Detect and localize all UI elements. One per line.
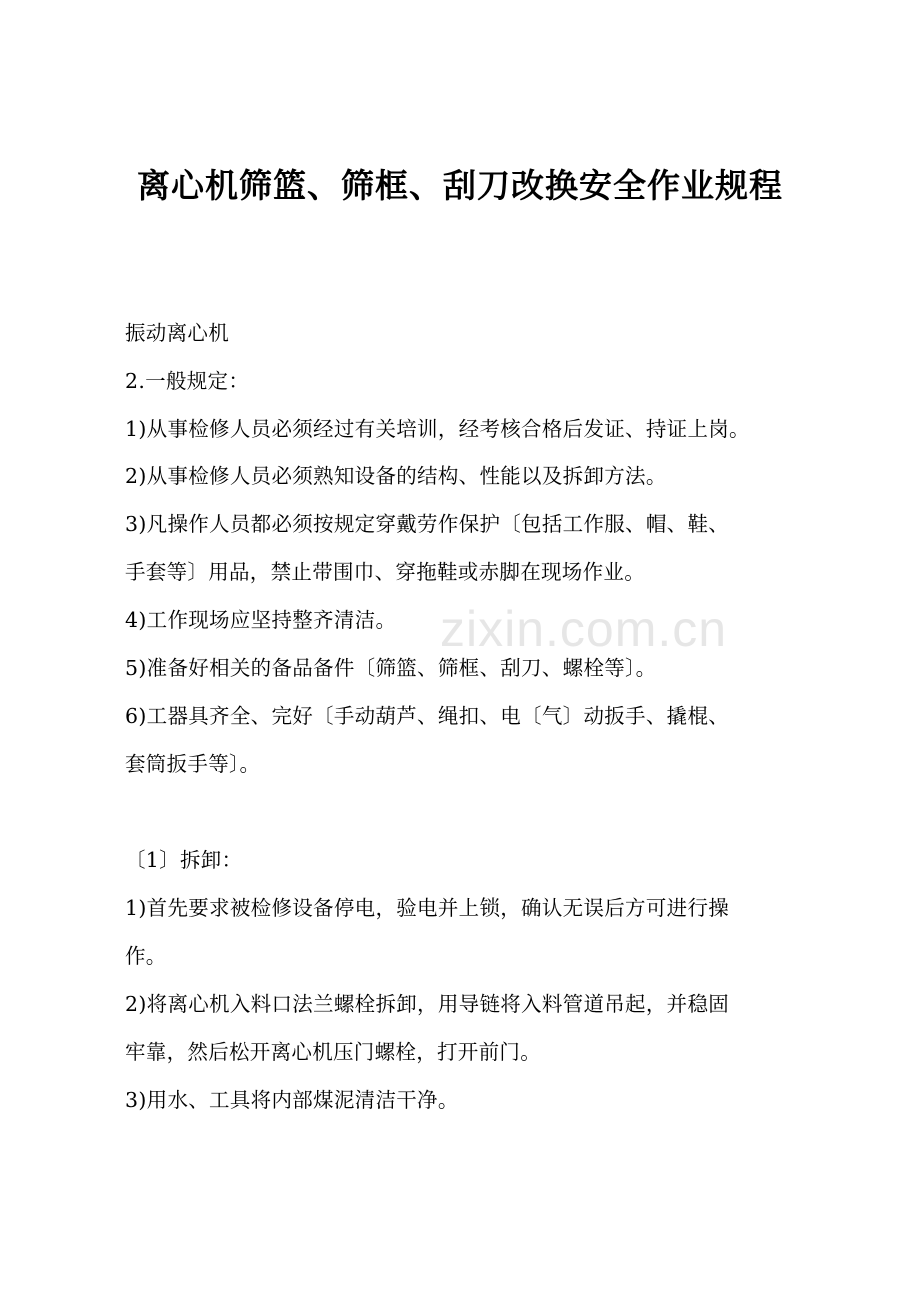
paragraph-line: 4)工作现场应坚持整齐清洁。 xyxy=(125,608,397,632)
paragraph-line: 套筒扳手等〕。 xyxy=(125,752,261,776)
paragraph-line: 作。 xyxy=(125,944,167,968)
paragraph-line: 2)从事检修人员必须熟知设备的结构、性能以及拆卸方法。 xyxy=(125,464,667,488)
section-heading: 2.一般规定： xyxy=(125,369,250,393)
section-heading: 振动离心机 xyxy=(125,321,229,345)
paragraph-line: 3)凡操作人员都必须按规定穿戴劳作保护〔包括工作服、帽、鞋、 xyxy=(125,512,730,536)
paragraph-line: 1)从事检修人员必须经过有关培训，经考核合格后发证、持证上岗。 xyxy=(125,417,750,441)
paragraph-line: 6)工器具齐全、完好〔手动葫芦、绳扣、电〔气〕动扳手、撬棍、 xyxy=(125,704,730,728)
paragraph-line: 手套等〕用品，禁止带围巾、穿拖鞋或赤脚在现场作业。 xyxy=(125,560,645,584)
paragraph-line: 3)用水、工具将内部煤泥清洁干净。 xyxy=(125,1088,459,1112)
paragraph-line: 2)将离心机入料口法兰螺栓拆卸，用导链将入料管道吊起，并稳固 xyxy=(125,992,730,1016)
paragraph-line: 1)首先要求被检修设备停电，验电并上锁，确认无误后方可进行操 xyxy=(125,896,730,920)
page-title: 离心机筛篮、筛框、刮刀改换安全作业规程 xyxy=(137,166,783,205)
section-heading: 〔1〕拆卸： xyxy=(125,848,243,872)
watermark: zixin.com.cn xyxy=(440,601,728,657)
paragraph-line: 牢靠，然后松开离心机压门螺栓，打开前门。 xyxy=(125,1040,541,1064)
paragraph-line: 5)准备好相关的备品备件〔筛篮、筛框、刮刀、螺栓等〕。 xyxy=(125,656,657,680)
